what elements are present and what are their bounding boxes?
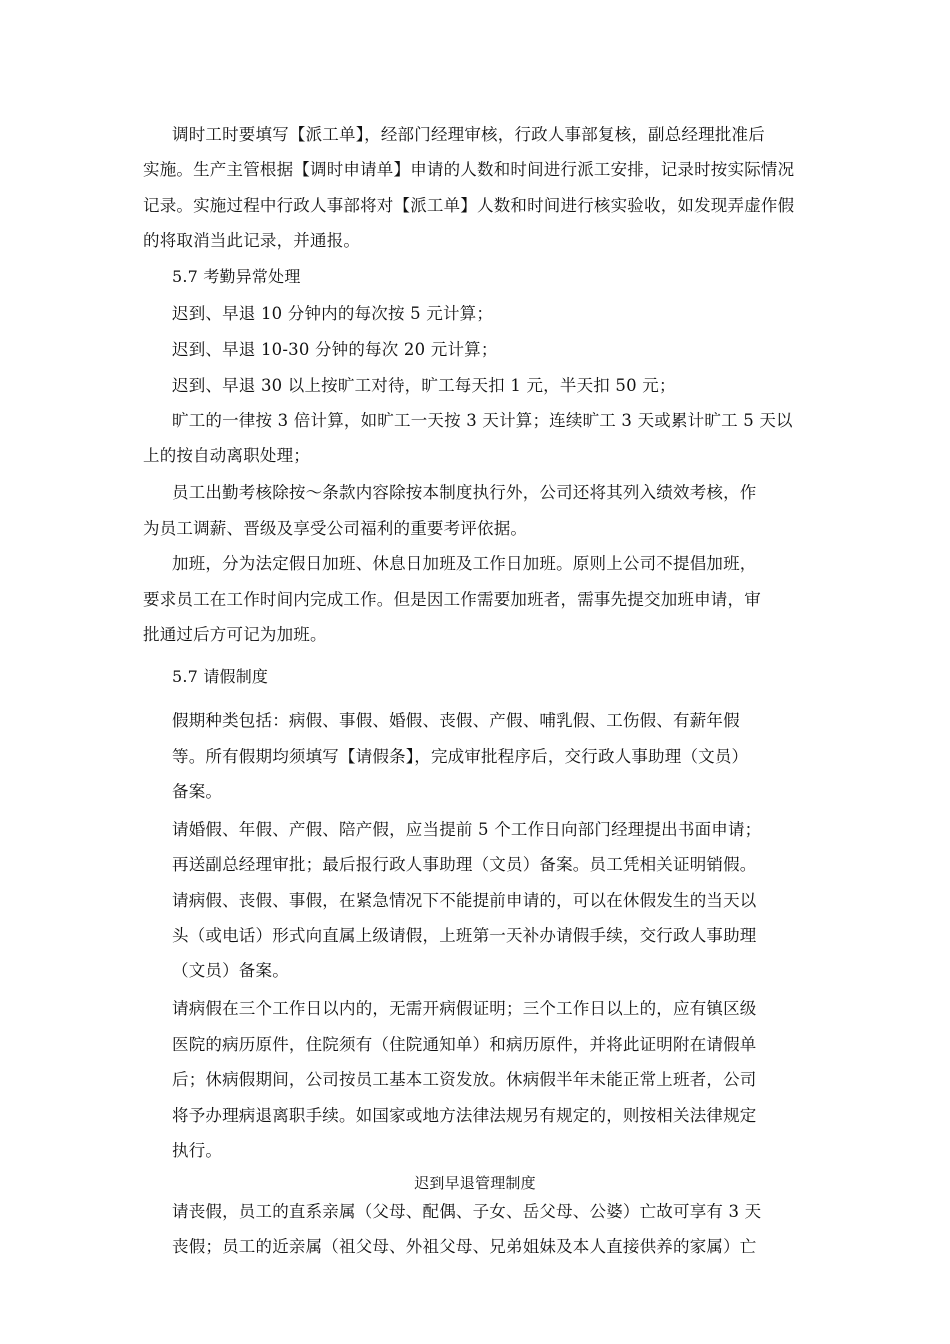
- text-line: 丧假；员工的近亲属（祖父母、外祖父母、兄弟姐妹及本人直接供养的家属）亡: [172, 1237, 757, 1256]
- text-line: 将予办理病退离职手续。如国家或地方法律法规另有规定的，则按相关法律规定: [172, 1106, 757, 1125]
- text-line: 的将取消当此记录，并通报。: [143, 231, 361, 250]
- text-line: 要求员工在工作时间内完成工作。但是因工作需要加班者，需事先提交加班申请，审: [143, 590, 761, 609]
- section-heading: 5.7 考勤异常处理: [172, 267, 301, 286]
- text-line: 请婚假、年假、产假、陪产假，应当提前 5 个工作日向部门经理提出书面申请；: [172, 820, 762, 839]
- text-line: 请丧假，员工的直系亲属（父母、配偶、子女、岳父母、公婆）亡故可享有 3 天: [172, 1202, 762, 1221]
- text-line: 实施。生产主管根据【调时申请单】申请的人数和时间进行派工安排，记录时按实际情况: [143, 160, 795, 179]
- text-line: 头（或电话）形式向直属上级请假，上班第一天补办请假手续，交行政人事助理: [172, 926, 757, 945]
- text-line: 迟到、早退 30 以上按旷工对待，旷工每天扣 1 元，半天扣 50 元；: [172, 376, 676, 395]
- text-line: 医院的病历原件，住院须有（住院通知单）和病历原件，并将此证明附在请假单: [172, 1035, 757, 1054]
- footer-title: 迟到早退管理制度: [414, 1174, 536, 1192]
- text-line: 后；休病假期间，公司按员工基本工资发放。休病假半年未能正常上班者，公司: [172, 1070, 757, 1089]
- text-line: 等。所有假期均须填写【请假条】，完成审批程序后，交行政人事助理（文员）: [172, 747, 749, 766]
- text-line: 上的按自动离职处理；: [143, 446, 310, 465]
- text-line: 批通过后方可记为加班。: [143, 625, 327, 644]
- text-line: 加班，分为法定假日加班、休息日加班及工作日加班。原则上公司不提倡加班，: [172, 554, 757, 573]
- text-line: 迟到、早退 10 分钟内的每次按 5 元计算；: [172, 304, 494, 323]
- text-line: 执行。: [172, 1141, 223, 1160]
- text-line: 员工出勤考核除按〜条款内容除按本制度执行外，公司还将其列入绩效考核，作: [172, 483, 757, 502]
- text-line: 旷工的一律按 3 倍计算，如旷工一天按 3 天计算；连续旷工 3 天或累计旷工 5 天以: [172, 411, 793, 430]
- text-line: 备案。: [172, 782, 223, 801]
- text-line: 再送副总经理审批；最后报行政人事助理（文员）备案。员工凭相关证明销假。: [172, 855, 757, 874]
- text-line: 记录。实施过程中行政人事部将对【派工单】人数和时间进行核实验收，如发现弄虚作假: [143, 196, 795, 215]
- text-line: 请病假在三个工作日以内的，无需开病假证明；三个工作日以上的，应有镇区级: [172, 999, 757, 1018]
- text-line: 为员工调薪、晋级及享受公司福利的重要考评依据。: [143, 519, 528, 538]
- text-line: 迟到、早退 10-30 分钟的每次 20 元计算；: [172, 340, 498, 359]
- text-line: （文员）备案。: [172, 961, 289, 980]
- section-heading: 5.7 请假制度: [172, 667, 269, 686]
- text-line: 假期种类包括：病假、事假、婚假、丧假、产假、哺乳假、工伤假、有薪年假: [172, 711, 740, 730]
- text-line: 请病假、丧假、事假，在紧急情况下不能提前申请的，可以在休假发生的当天以: [172, 891, 757, 910]
- text-line: 调时工时要填写【派工单】，经部门经理审核，行政人事部复核，副总经理批准后: [172, 125, 765, 144]
